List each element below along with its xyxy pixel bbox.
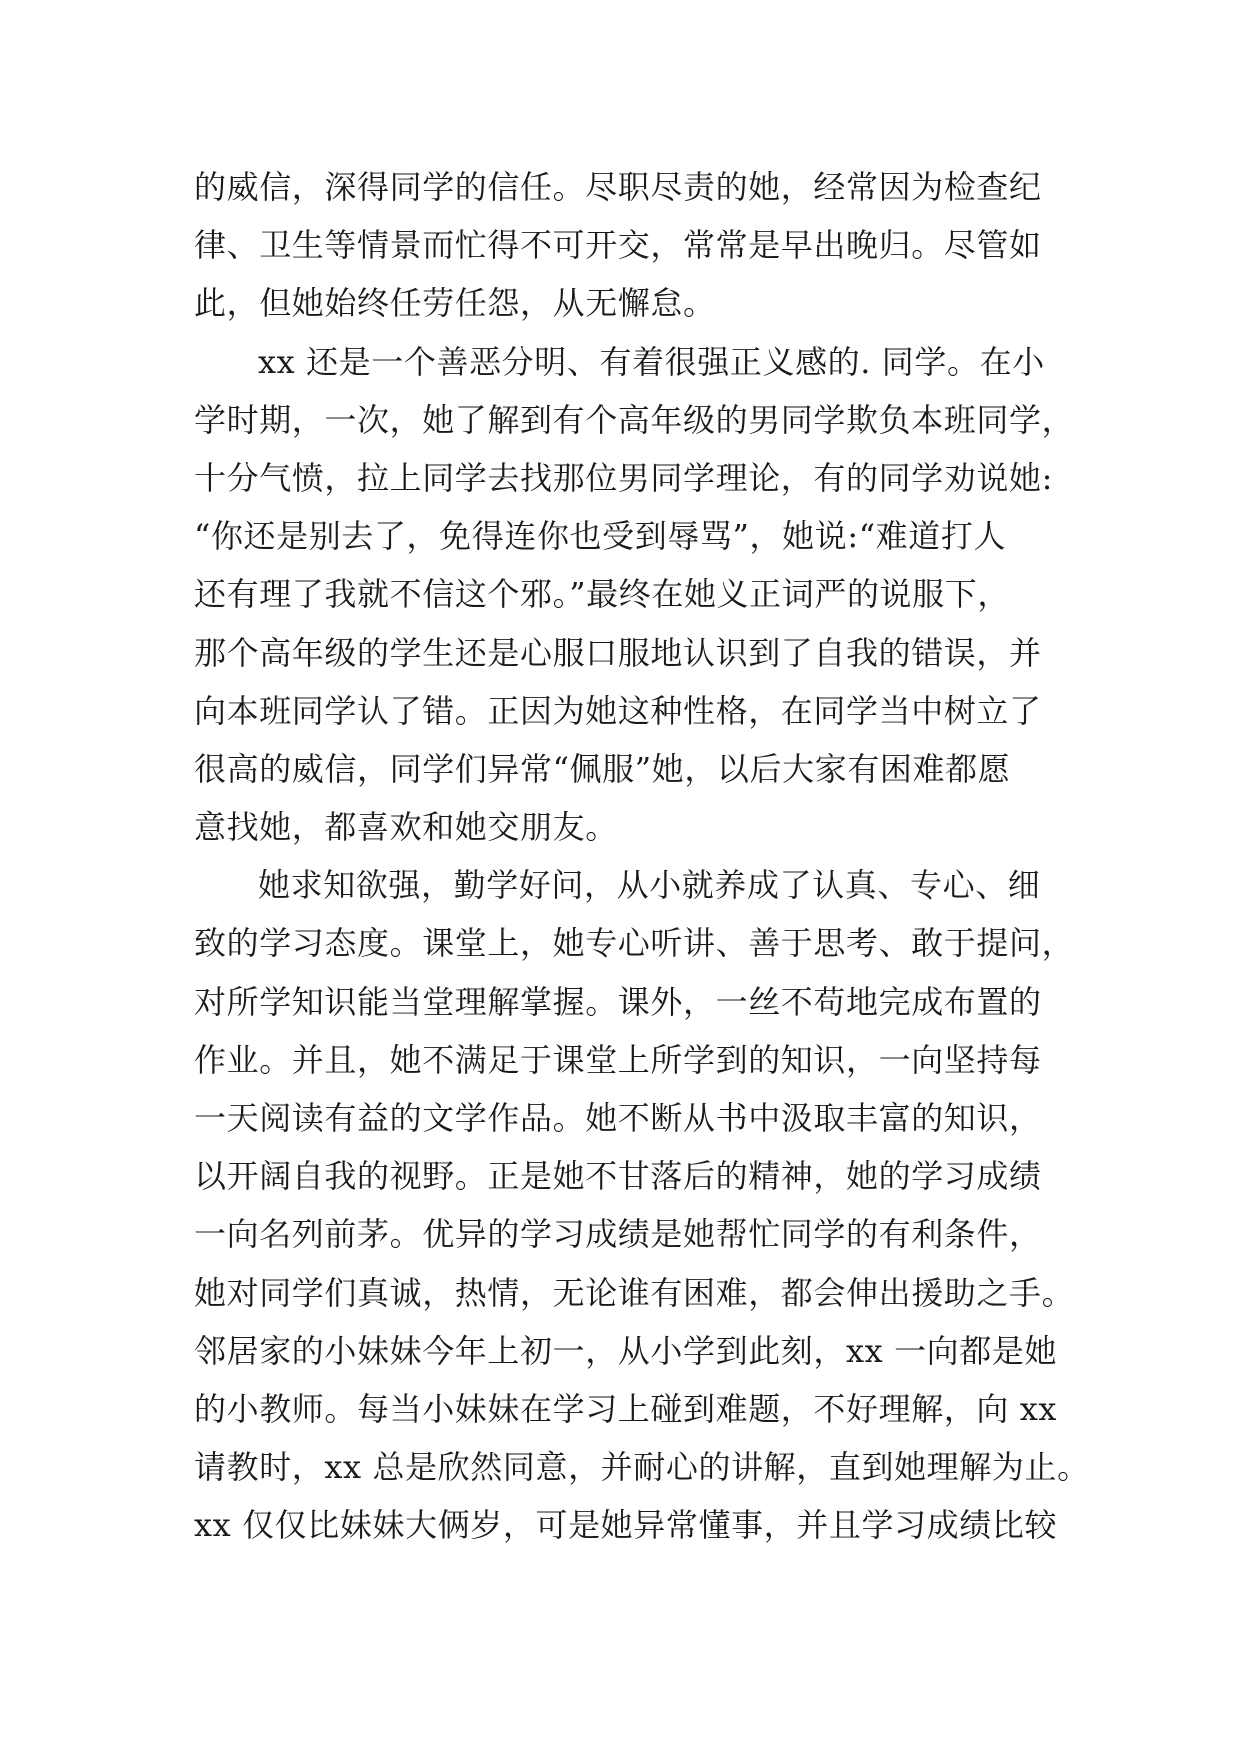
text-line: 以开阔自我的视野。正是她不甘落后的精神，她的学习成绩 bbox=[194, 1157, 1042, 1196]
document-body bbox=[194, 158, 1090, 1555]
text-line: 那个高年级的学生还是心服口服地认识到了自我的错误，并 bbox=[194, 633, 1042, 672]
text-line: 此，但她始终任劳任怨，从无懈怠。 bbox=[194, 284, 716, 323]
text-line: 请教时，xx 总是欣然同意，并耐心的讲解，直到她理解为止。 bbox=[194, 1448, 1090, 1487]
text-line: 还有理了我就不信这个邪。”最终在她义正词严的说服下， bbox=[194, 575, 1010, 614]
text-line: 一天阅读有益的文学作品。她不断从书中汲取丰富的知识， bbox=[194, 1099, 1042, 1137]
text-line: 的小教师。每当小妹妹在学习上碰到难题，不好理解，向 xx bbox=[194, 1389, 1058, 1428]
text-line: 对所学知识能当堂理解掌握。课外，一丝不苟地完成布置的 bbox=[194, 982, 1042, 1021]
text-line: 致的学习态度。课堂上，她专心听讲、善于思考、敢于提问， bbox=[194, 924, 1075, 963]
text-line: 向本班同学认了错。正因为她这种性格，在同学当中树立了 bbox=[194, 691, 1042, 730]
text-line: 律、卫生等情景而忙得不可开交，常常是早出晚归。尽管如 bbox=[194, 226, 1042, 265]
text-line: 一向名列前茅。优异的学习成绩是她帮忙同学的有利条件， bbox=[194, 1215, 1042, 1254]
paragraph-start-line: 她求知欲强，勤学好问，从小就养成了认真、专心、细 bbox=[258, 866, 1041, 905]
text-line: 学时期，一次，她了解到有个高年级的男同学欺负本班同学， bbox=[194, 400, 1075, 439]
text-line: 很高的威信，同学们异常“佩服”她，以后大家有困难都愿 bbox=[194, 749, 1011, 788]
text-line: 邻居家的小妹妹今年上初一，从小学到此刻，xx 一向都是她 bbox=[194, 1331, 1058, 1370]
text-line: 意找她，都喜欢和她交朋友。 bbox=[194, 808, 618, 847]
text-line: xx 仅仅比妹妹大俩岁，可是她异常懂事，并且学习成绩比较 bbox=[194, 1506, 1058, 1545]
text-line: 作业。并且，她不满足于课堂上所学到的知识，一向坚持每 bbox=[194, 1040, 1042, 1079]
text-line: 她对同学们真诚，热情，无论谁有困难，都会伸出援助之手。 bbox=[194, 1273, 1075, 1312]
paragraph-start-line: xx 还是一个善恶分明、有着很强正义感的. 同学。在小 bbox=[258, 342, 1045, 381]
text-line: 十分气愤，拉上同学去找那位男同学理论，有的同学劝说她: bbox=[194, 458, 1053, 497]
text-line: 的威信，深得同学的信任。尽职尽责的她，经常因为检查纪 bbox=[194, 168, 1042, 206]
text-line: “你还是别去了，免得连你也受到辱骂”，她说:“难道打人 bbox=[194, 517, 1007, 556]
